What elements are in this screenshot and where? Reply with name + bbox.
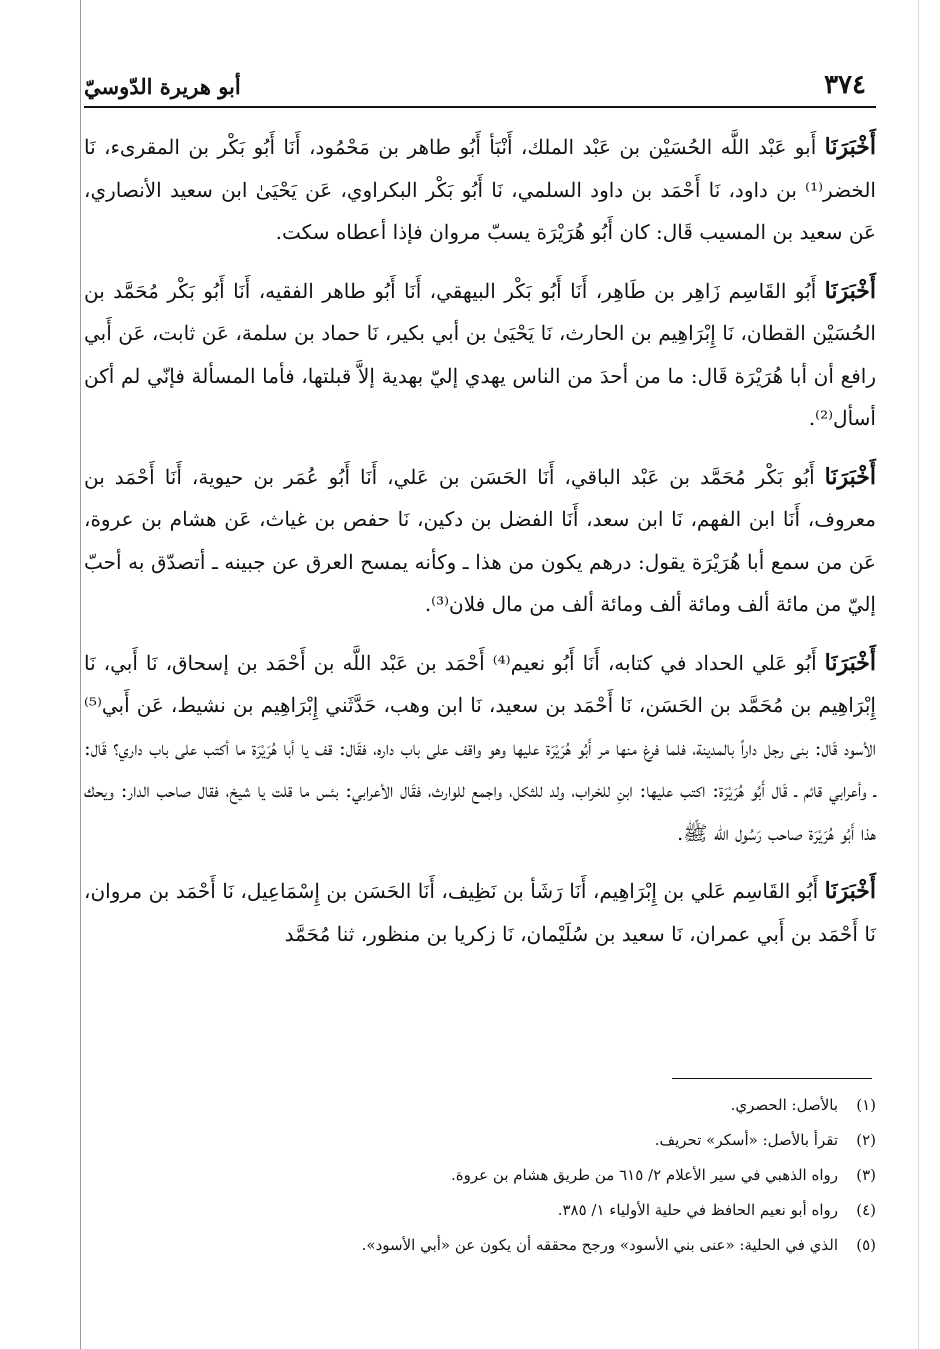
- paragraph-text: أَبُو عَلي الحداد في كتابه، أَنَا أَبُو نعيم⁽⁴⁾ أَحْمَد بن عَبْد اللَّه بن أَحْمَد بن إسحاق، نَا أَبي، نَا إِبْرَاهِيم بن مُحَمَّد بن الحَسَن، نَا أَحْمَد بن سعيد، نَا ابن وهب، حَدَّثَني إِبْرَاهِيم بن نشيط، عَن أَبي⁽⁵⁾ الأسود قَال: بنى رجل داراً بالمدينة، فلما فرغ منها مر أَبُو هُرَيْرَة عليها وهو واقف على باب داره، فقَال: قف يا أبا هُرَيْرَة ما أكتب على باب داري؟ قَال: ـ وأعرابي قائم ـ قَال أَبُو هُرَيْرَة: اكتب عليها: ابنِ للخراب، ولد للثكل، واجمع للوارث، فقَال الأعرابي: بئس ما قلت يا شيخ، فقال صاحب الدار: ويحك هذا أَبُو هُرَيْرَة صاحب رَسُول الله ﷺ.: [84, 650, 876, 845]
- paragraph: [84, 126, 876, 254]
- paragraph-keyword: أَخْبَرَنَا: [824, 463, 876, 490]
- paragraph-text: أَبو عَبْد اللَّه الحُسَيْن بن عَبْد الملك، أَنْبَأ أَبُو طاهر بن مَحْمُود، أَنَا أَبُو بَكْر بن المقرىء، نَا الخضر⁽¹⁾ بن داود، نَا أَحْمَد بن داود السلمي، نَا أَبُو بَكْر البكراوي، عَن يَحْيَىٰ ابن سعيد الأنصاري، عَن سعيد بن المسيب قَال: كان أَبُو هُرَيْرَة يسبّ مروان فإذا أعطاه سكت.: [84, 135, 876, 244]
- paragraph-text: أَبُو القَاسِم عَلي بن إِبْرَاهِيم، أَنَا رَشَأ بن نَظِيف، أَنَا الحَسَن بن إِسْمَاعِيل، نَا أَحْمَد بن مروان، نَا أَحْمَد بن أَبي عمران، نَا سعيد بن سُلَيْمان، نَا زكريا بن منظور، ثنا مُحَمَّد: [84, 879, 876, 946]
- footnote-text: تقرأ بالأصل: «أسكر» تحريف.: [654, 1131, 838, 1149]
- scan-edge-line-right: [918, 0, 919, 1349]
- paragraph-keyword: أَخْبَرَنَا: [824, 878, 876, 904]
- footnote-text: رواه الذهبي في سير الأعلام ٢/ ٦١٥ من طريق هشام بن عروة.: [451, 1166, 838, 1184]
- footnote-item: [84, 1088, 876, 1123]
- paragraph-keyword: أَخْبَرَنَا: [824, 277, 876, 304]
- footnote-text: بالأصل: الحصري.: [730, 1096, 838, 1114]
- main-text: [84, 126, 876, 971]
- footnote-number: (١): [856, 1096, 876, 1114]
- page-number: ٣٧٤: [824, 70, 866, 100]
- footnote-item: [84, 1123, 876, 1158]
- paragraph-keyword: أَخْبَرَنَا: [824, 649, 876, 676]
- scan-edge-line: [80, 0, 81, 1349]
- footnote-rule: [672, 1078, 872, 1079]
- footnote-item: [84, 1193, 876, 1228]
- footnote-number: (٤): [856, 1201, 876, 1219]
- paragraph: [84, 270, 876, 440]
- footnote-number: (٣): [856, 1166, 876, 1184]
- footnote-text: رواه أبو نعيم الحافظ في حلية الأولياء ١/ ٣٨٥.: [557, 1201, 838, 1219]
- paragraph: [84, 456, 876, 626]
- header-rule: [84, 106, 876, 108]
- footnotes: [84, 1088, 876, 1263]
- footnote-item: [84, 1228, 876, 1263]
- paragraph-keyword: أَخْبَرَنَا: [824, 134, 876, 160]
- running-title: أبو هريرة الدّوسيّ: [84, 74, 241, 99]
- paragraph-text: أَبُو القَاسِم زَاهِر بن طَاهِر، أَنَا أَبُو بَكْر البيهقي، أَنَا أَبُو طاهر الفقيه، أَنَا أَبُو بَكْر مُحَمَّد بن الحُسَيْن القطان، نَا إِبْرَاهِيم بن الحارث، نَا يَحْيَىٰ بن أبي بكير، نَا حماد بن سلمة، عَن ثابت، عَن أَبي رافع أن أبا هُرَيْرَة قَال: ما من أحدَ من الناس يهدي إليّ بهدية إلاَّ قبلتها، فأما المسألة فإنّي لم أكن أسأل⁽²⁾.: [84, 278, 876, 430]
- paragraph-text: أَبُو بَكْر مُحَمَّد بن عَبْد الباقي، أَنَا الحَسَن بن عَلي، أَنَا أَبُو عُمَر بن حيوية، أَنَا أَحْمَد بن معروف، أَنَا ابن الفهم، نَا ابن سعد، أَنَا الفضل بن دكين، نَا حفص بن غياث، عَن هشام بن عروة، عَن من سمع أبا هُرَيْرَة يقول: درهم يكون من هذا ـ وكأنه يمسح العرق عن جبينه ـ أتصدّق به أحبّ إليّ من مائة ألف ومائة ألف ومائة ألف من مال فلان⁽³⁾.: [84, 464, 876, 616]
- paragraph: [84, 642, 876, 855]
- footnote-number: (٢): [856, 1131, 876, 1149]
- footnote-item: [84, 1158, 876, 1193]
- footnote-text: الذي في الحلية: «عنى بني الأسود» ورجح محققه أن يكون عن «أبي الأسود».: [361, 1236, 838, 1254]
- footnote-number: (٥): [856, 1236, 876, 1254]
- paragraph: [84, 870, 876, 955]
- page-header: [84, 64, 876, 108]
